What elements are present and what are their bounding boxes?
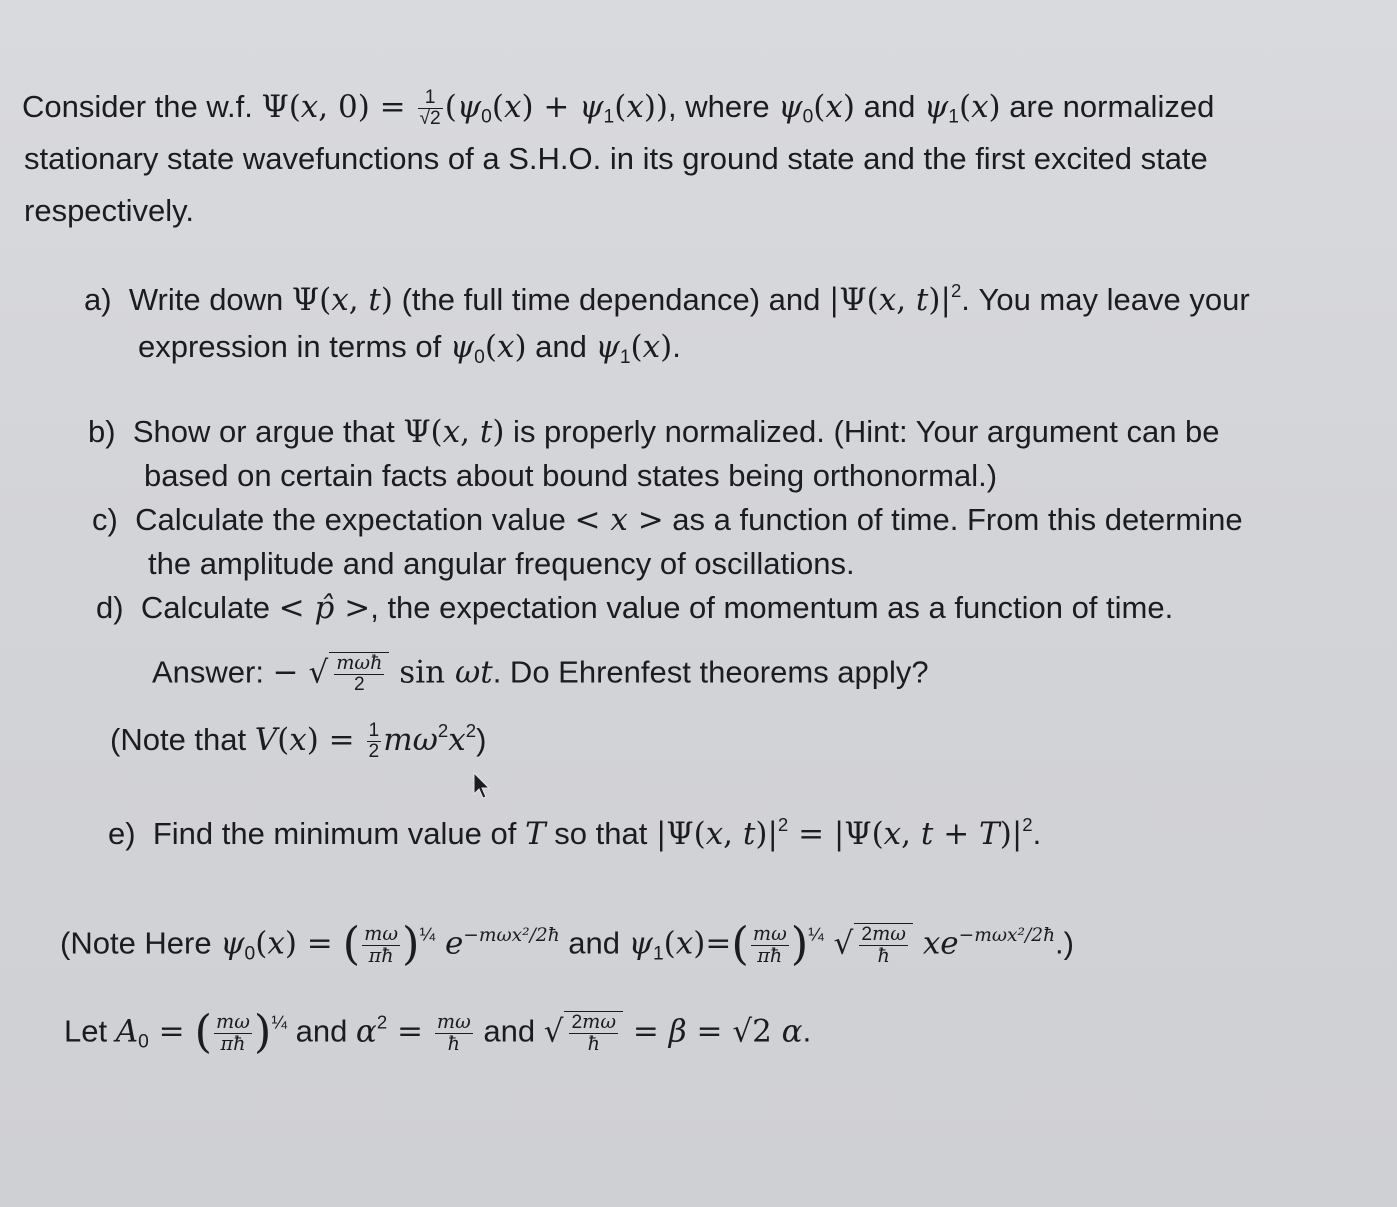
mouse-cursor-icon <box>472 772 492 800</box>
note-wavefunctions: (Note Here $\psi_0(x)$ = ( $\frac{m\omega}{\pi ħ}$ )$^{\frac{1}{4}}$ $e^{-m\omega x^2/2ħ}$ and $\psi_1(x)=$( $\frac{m\omega}{\pi ħ}$ )$^{\frac{1}{4}}$ √ $\frac{2m\omega}{ħ}$ $xe^{-m\omega x^2/2ħ}$.) <box>60 917 1074 970</box>
item-b-line-1: b) Show or argue that Ψ(x, t) is properly normalized. (Hint: Your argument can be <box>88 414 1220 450</box>
intro-line-2: stationary state wavefunctions of a S.H.O. in its ground state and the first excited state <box>24 141 1208 176</box>
item-b-line-2: based on certain facts about bound states being orthonormal.) <box>144 458 998 493</box>
item-c-line-2: the amplitude and angular frequency of oscillations. <box>148 546 855 581</box>
note-potential: (Note that V(x) = $\frac{1}{2}$ $m\omega^2x^2$) <box>110 720 487 763</box>
item-d-line-1: d) Calculate < p̂ >, the expectation value of momentum as a function of time. <box>96 590 1174 626</box>
item-c-line-1: c) Calculate the expectation value < x > as a function of time. From this determine <box>92 502 1243 538</box>
answer-line: Answer: − √ $\frac{\text{mωħ}}{2}$ sin ωt. Do Ehrenfest theorems apply? <box>152 651 929 696</box>
intro-line-1: Consider the w.f. Ψ(x, 0) = $\frac{1}{√2}$ $(\psi_0(x) + \psi_1(x))$, where $\psi_0(x)$ and $\psi_1(x)$ are normalized <box>22 87 1215 130</box>
let-definitions: Let $A_0$ = ( $\frac{m\omega}{\pi ħ}$ )$^{\frac{1}{4}}$ and $\alpha^2$ = $\frac{m\omega}{ħ}$ and √ $\frac{2m\omega}{ħ}$ = β = √2 α. <box>64 1005 812 1058</box>
item-a-line-2: expression in terms of $\psi_0(x)$ and $\psi_1(x)$. <box>138 329 681 368</box>
item-a-line-1: a) Write down Ψ(x, t) (the full time dependance) and |Ψ(x, $t)|^2$. You may leave your <box>84 280 1250 319</box>
item-e-line-1: e) Find the minimum value of T so that |Ψ(x, $t)|^2 = |\Psi(x$, $t + T)|^2$. <box>108 814 1042 853</box>
intro-line-3: respectively. <box>24 193 194 228</box>
